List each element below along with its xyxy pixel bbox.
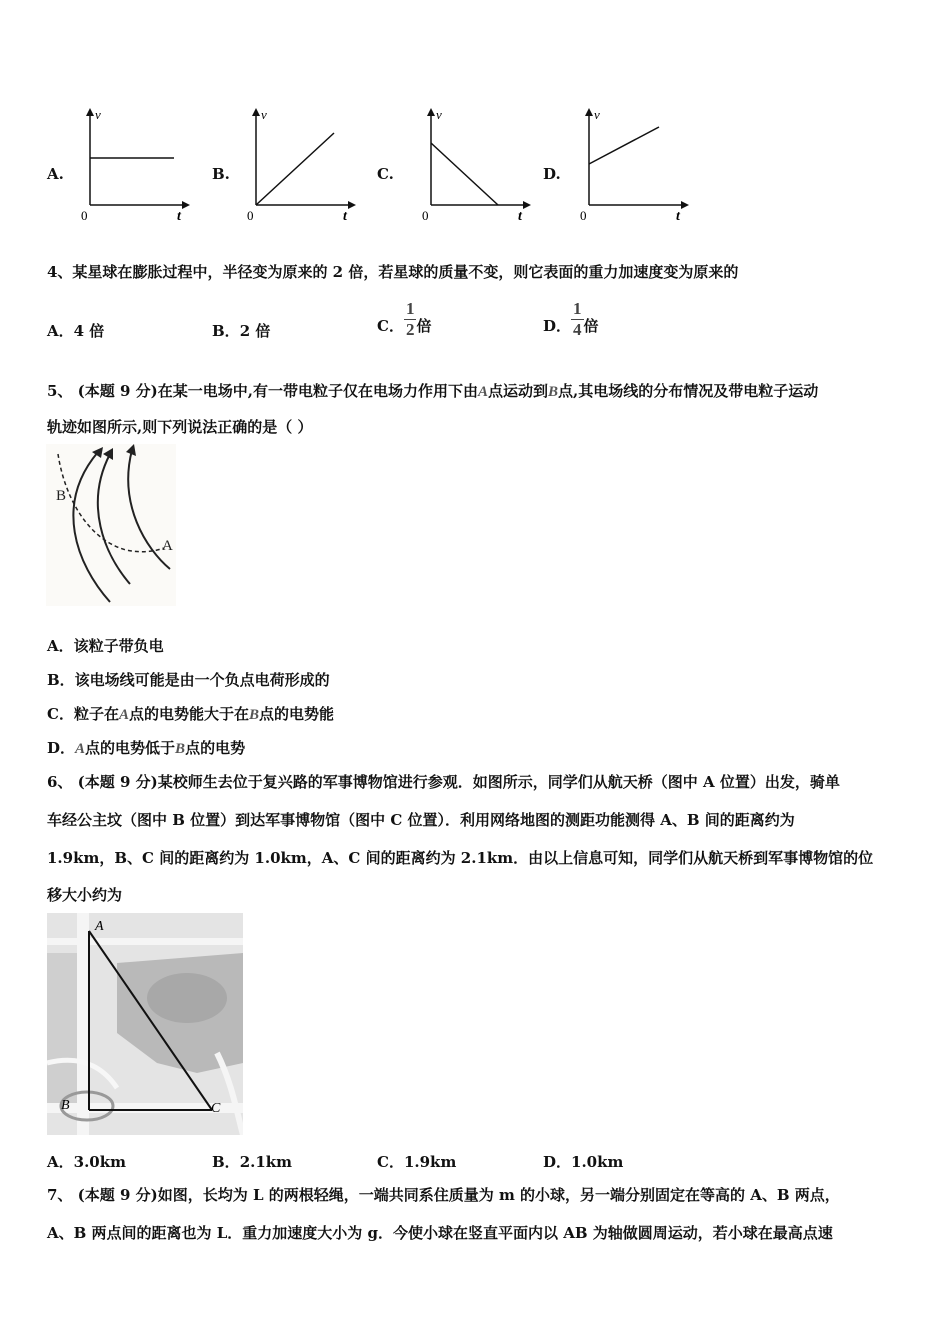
option-b-label: B. [212, 165, 230, 183]
q4-option-a [47, 320, 104, 341]
graph-c-t-axis: t [518, 209, 522, 224]
q6-option-c-text: 1.9km [403, 1153, 457, 1171]
graph-d [569, 100, 694, 225]
q5-option-c-var-b: B [248, 707, 259, 723]
graph-a-v-axis: v [95, 107, 101, 122]
q4-option-d-fraction [571, 299, 584, 340]
graph-b-origin: 0 [247, 208, 254, 223]
option-d-label: D. [543, 165, 561, 183]
fraction-numerator: 1 [405, 298, 415, 318]
q4-option-c-suffix: 倍 [416, 317, 432, 335]
q5-option-d-var-b: B [175, 741, 186, 757]
q5-option-d [47, 737, 245, 758]
q6-option-a [47, 1151, 126, 1172]
q6-option-d-text: 1.0km [571, 1153, 624, 1171]
q7-stem-line2: A、B 两点间的距离也为 L．重力加速度大小为 g．今使小球在竖直平面内以 AB 为轴做圆周运动，若小球在最高点速 [47, 1224, 833, 1242]
q5-option-d-var-a: A [75, 741, 86, 757]
q6-option-a-text: 3.0km [73, 1153, 127, 1171]
graph-b-v-axis: v [261, 107, 267, 122]
graph-d-v-axis: v [594, 107, 600, 122]
q6-stem-line1: 6、 (本题 9 分)某校师生去位于复兴路的军事博物馆进行参观．如图所示，同学们从航天桥（图中 A 位置）出发，骑单 [47, 773, 840, 791]
q4-option-b [212, 320, 270, 341]
fraction-numerator: 1 [573, 298, 582, 318]
graph-c-v-axis: v [436, 107, 442, 122]
q5-option-c-post: 点的电势能 [259, 705, 335, 723]
q5-option-d-pre: D． [47, 739, 76, 757]
figure-label-b: B [56, 488, 67, 504]
graph-b-t-axis: t [343, 209, 347, 224]
q4-option-c-label: C． [377, 317, 404, 335]
graph-a-t-axis: t [177, 209, 181, 224]
q7-stem-line1: 7、 (本题 9 分)如图，长均为 L 的两根轻绳，一端共同系住质量为 m 的小球，另一端分别固定在等高的 A、B 两点， [47, 1186, 840, 1204]
fraction-denominator: 4 [573, 319, 582, 339]
q5-var-a: A [477, 384, 488, 400]
map-label-a: A [95, 919, 104, 934]
map-label-c: C [211, 1101, 221, 1116]
q4-option-a-label: A． [47, 322, 74, 340]
q5-option-c [47, 703, 334, 724]
electric-field-figure [46, 444, 176, 606]
graph-d-t-axis: t [676, 209, 680, 224]
graph-a [70, 100, 195, 225]
q6-stem-line3: 1.9km，B、C 间的距离约为 1.0km，A、C 间的距离约为 2.1km．由以上信息可知，同学们从航天桥到军事博物馆的位 [47, 849, 874, 867]
q5-option-a: A．该粒子带负电 [47, 637, 164, 655]
q6-stem-line4: 移大小约为 [47, 886, 123, 904]
q5-stem-mid: 点运动到 [487, 382, 548, 400]
q6-option-d-label: D． [543, 1153, 572, 1171]
route-map [47, 913, 243, 1135]
q5-var-b: B [548, 384, 559, 400]
figure-label-a: A [162, 538, 173, 554]
graph-d-origin: 0 [580, 208, 587, 223]
q4-option-a-text: 4 倍 [73, 322, 105, 340]
option-a-label: A. [47, 165, 64, 183]
q4-option-d-label: D． [543, 317, 572, 335]
graph-a-origin: 0 [81, 208, 88, 223]
q5-option-c-var-a: A [118, 707, 129, 723]
graph-c [411, 100, 536, 225]
q4-option-b-text: 2 倍 [239, 322, 271, 340]
q6-option-c-label: C． [377, 1153, 404, 1171]
q4-stem: 4、某星球在膨胀过程中，半径变为原来的 2 倍，若星球的质量不变，则它表面的重力加速度变为原来的 [47, 263, 739, 281]
q6-option-b-text: 2.1km [239, 1153, 293, 1171]
fraction-denominator: 2 [405, 319, 415, 339]
q6-option-c [377, 1151, 456, 1172]
q6-stem-line2: 车经公主坟（图中 B 位置）到达军事博物馆（图中 C 位置）．利用网络地图的测距功能测得 A、B 间的距离约为 [47, 811, 795, 829]
q4-option-b-label: B． [212, 322, 240, 340]
q5-option-d-mid: 点的电势低于 [85, 739, 176, 757]
q5-option-c-pre: C．粒子在 [47, 705, 119, 723]
option-c-label: C. [377, 165, 394, 183]
q4-option-d-suffix: 倍 [583, 317, 599, 335]
q5-option-d-post: 点的电势 [185, 739, 246, 757]
graph-b [236, 100, 361, 225]
q5-option-b: B．该电场线可能是由一个负点电荷形成的 [47, 671, 330, 689]
q5-stem-line2: 轨迹如图所示,则下列说法正确的是（ ） [47, 418, 313, 436]
q4-option-c-fraction [404, 299, 417, 340]
q5-stem-line1 [47, 380, 818, 401]
q5-stem-suffix: 点,其电场线的分布情况及带电粒子运动 [558, 382, 819, 400]
graph-c-origin: 0 [422, 208, 429, 223]
q6-option-d [543, 1151, 623, 1172]
q4-option-c [377, 296, 431, 340]
q6-option-a-label: A． [47, 1153, 74, 1171]
q6-option-b [212, 1151, 292, 1172]
q5-stem-prefix: 5、 (本题 9 分)在某一电场中,有一带电粒子仅在电场力作用下由 [47, 382, 478, 400]
q4-option-d [543, 296, 599, 340]
map-label-b: B [61, 1098, 70, 1113]
q5-option-c-mid: 点的电势能大于在 [128, 705, 249, 723]
q6-option-b-label: B． [212, 1153, 240, 1171]
